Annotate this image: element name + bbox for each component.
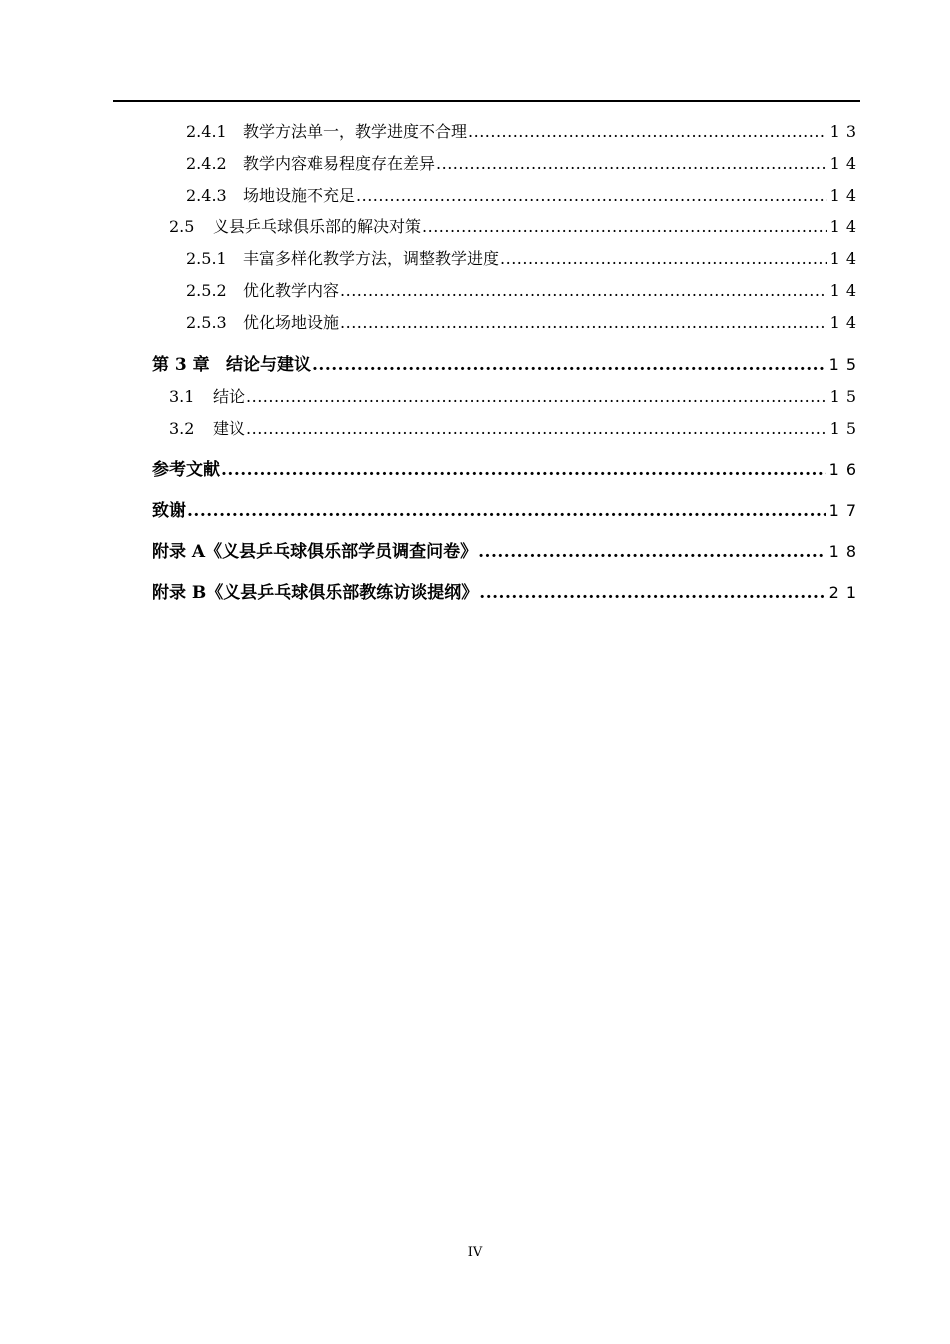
toc-entry-2-4-2[interactable]	[186, 153, 862, 175]
toc-entry-number: 2.5.1	[186, 249, 227, 268]
toc-entry-page: 15	[828, 355, 863, 374]
toc-entry-page: 15	[829, 419, 862, 438]
toc-entry-3-1[interactable]	[169, 386, 862, 408]
toc-entry-title: 建议	[213, 419, 246, 438]
toc-entry-number: 3.2	[169, 419, 195, 438]
toc-entry-2-4-1[interactable]	[186, 121, 862, 143]
toc-entry-number: 2.5.2	[186, 281, 227, 300]
toc-entry-number: 2.5.3	[186, 313, 227, 332]
toc-entry-title: 场地设施不充足	[243, 186, 356, 205]
toc-entry-number: 第 3 章	[152, 355, 210, 375]
toc-entry-page: 14	[829, 186, 862, 205]
toc-entry-title: 致谢	[152, 501, 186, 521]
toc-entry-page: 17	[828, 501, 863, 520]
page-number: IV	[467, 1245, 483, 1260]
toc-entry-3-2[interactable]	[169, 418, 862, 440]
toc-entry-title: 优化场地设施	[243, 313, 340, 332]
toc-entry-2-5[interactable]	[169, 216, 862, 238]
toc-entry-title: 结论	[213, 387, 246, 406]
toc-leader-dots	[312, 354, 826, 376]
toc-entry-chapter-3[interactable]	[152, 354, 863, 376]
toc-leader-dots	[479, 582, 825, 604]
toc-leader-dots	[187, 500, 826, 522]
toc-leader-dots	[246, 386, 827, 408]
toc-entry-page: 14	[829, 217, 862, 236]
toc-leader-dots	[468, 121, 827, 143]
toc-entry-title: 附录 A《义县乒乓球俱乐部学员调查问卷》	[152, 542, 478, 562]
toc-entry-page: 18	[828, 542, 863, 561]
toc-entry-page: 15	[829, 387, 862, 406]
toc-entry-page: 14	[829, 249, 862, 268]
toc-entry-title: 参考文献	[152, 460, 220, 480]
toc-entry-number: 2.4.3	[186, 186, 227, 205]
toc-entry-title: 优化教学内容	[243, 281, 340, 300]
toc-leader-dots	[356, 185, 827, 207]
toc-entry-title: 教学内容难易程度存在差异	[243, 154, 436, 173]
toc-leader-dots	[478, 541, 826, 563]
toc-leader-dots	[340, 280, 827, 302]
toc-entry-2-5-1[interactable]	[186, 248, 862, 270]
toc-entry-number: 2.4.2	[186, 154, 227, 173]
toc-entry-number: 2.5	[169, 217, 195, 236]
header-rule	[113, 100, 860, 102]
toc-entry-title: 丰富多样化教学方法，调整教学进度	[243, 249, 500, 268]
toc-leader-dots	[246, 418, 827, 440]
toc-entry-2-5-3[interactable]	[186, 312, 862, 334]
toc-entry-page: 14	[829, 313, 862, 332]
toc-entry-page: 21	[828, 583, 863, 602]
toc-entry-page: 16	[828, 460, 863, 479]
toc-entry-title: 附录 B《义县乒乓球俱乐部教练访谈提纲》	[152, 583, 479, 603]
toc-entry-title: 结论与建议	[226, 355, 311, 375]
toc-entry-page: 13	[829, 122, 862, 141]
toc-entry-title: 义县乒乓球俱乐部的解决对策	[213, 217, 422, 236]
toc-leader-dots	[340, 312, 827, 334]
toc-entry-acknowledgements[interactable]	[152, 500, 863, 522]
toc-leader-dots	[436, 153, 827, 175]
toc-entry-page: 14	[829, 281, 862, 300]
toc-entry-appendix-b[interactable]	[152, 582, 863, 604]
toc-leader-dots	[500, 248, 827, 270]
toc-leader-dots	[422, 216, 827, 238]
toc-entry-page: 14	[829, 154, 862, 173]
toc-entry-title: 教学方法单一，教学进度不合理	[243, 122, 468, 141]
toc-entry-appendix-a[interactable]	[152, 541, 863, 563]
toc-entry-references[interactable]	[152, 459, 863, 481]
toc-entry-number: 2.4.1	[186, 122, 227, 141]
toc-entry-2-4-3[interactable]	[186, 185, 862, 207]
toc-entry-2-5-2[interactable]	[186, 280, 862, 302]
toc-leader-dots	[221, 459, 826, 481]
toc-entry-number: 3.1	[169, 387, 195, 406]
